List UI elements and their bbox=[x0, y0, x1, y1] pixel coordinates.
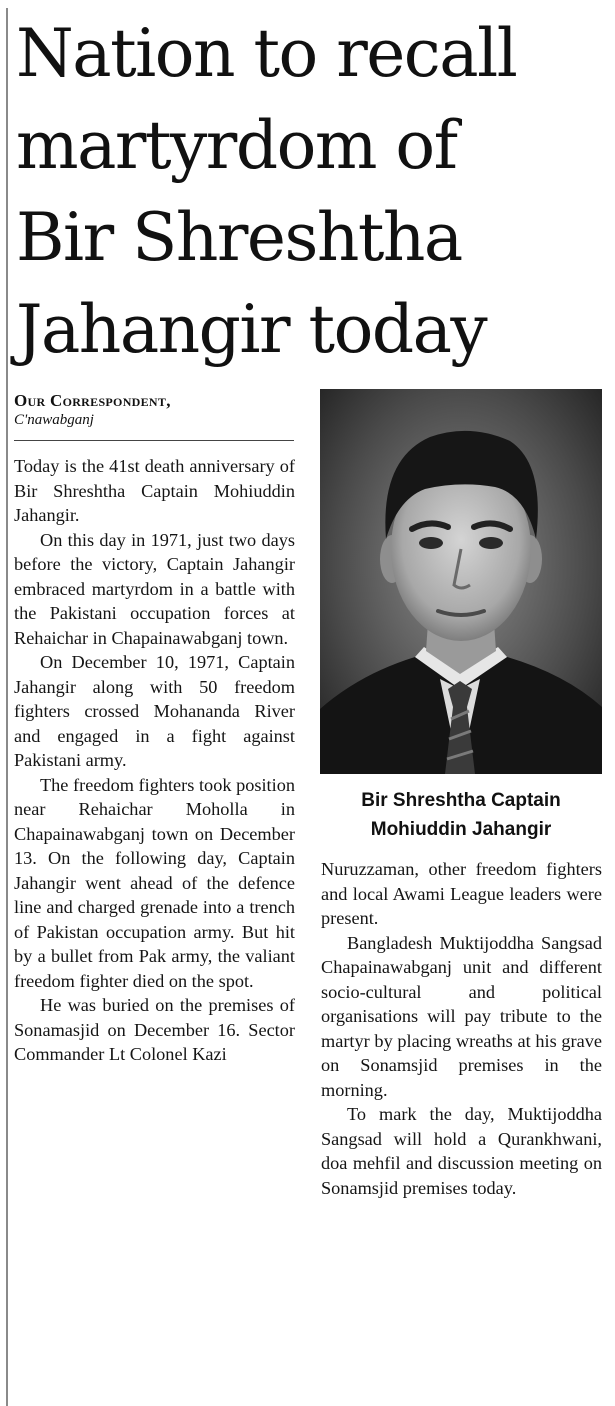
paragraph-1: Today is the 41st death anniversary of Bir Shreshtha Captain Mohiuddin Jahangir. bbox=[14, 456, 295, 525]
paragraph-3: On December 10, 1971, Captain Jahangir along with 50 freedom fighters crossed Mohananda River and engaged in a fight against Pakistani army. bbox=[14, 652, 295, 770]
paragraph-6: Nuruzzaman, other freedom fighters and local Awami League leaders were present. bbox=[321, 859, 602, 928]
portrait-photo bbox=[320, 389, 602, 774]
column-rule bbox=[6, 8, 8, 1406]
byline bbox=[14, 390, 299, 430]
right-column bbox=[321, 857, 602, 1200]
headline-line-3: Bir Shreshtha bbox=[16, 199, 462, 276]
photo-caption bbox=[320, 786, 602, 844]
paragraph-2: On this day in 1971, just two days before the victory, Captain Jahangir embraced martyrdom in a battle with the Pakistani occupation forces at Rehaichar in Chapainawabganj town. bbox=[14, 529, 295, 648]
headline-line-1: Nation to recall bbox=[16, 15, 517, 92]
byline-divider bbox=[14, 440, 294, 441]
paragraph-5: He was buried on the premises of Sonamasjid on December 16. Sector Commander Lt Colonel Kazi bbox=[14, 995, 295, 1064]
byline-author: Our Correspondent, bbox=[14, 391, 171, 410]
left-column bbox=[14, 454, 295, 1067]
photo-caption-line-1: Bir Shreshtha Captain bbox=[361, 790, 561, 811]
paragraph-8: To mark the day, Muktijoddha Sangsad will hold a Qurankhwani, doa mehfil and discussion meeting on Sonamsjid premises today. bbox=[321, 1104, 602, 1198]
paragraph-4: The freedom fighters took position near Rehaichar Moholla in Chapainawabganj town on December 13. On the following day, Captain Jahangir went ahead of the defence line and charged grenade into a trench of Pakistan occupation army. But hit by a bullet from Pak army, the valiant freedom fighter died on the spot. bbox=[14, 774, 295, 991]
portrait-illustration bbox=[320, 389, 602, 774]
headline-line-4: Jahangir today bbox=[16, 291, 487, 368]
photo-caption-line-2: Mohiuddin Jahangir bbox=[370, 819, 552, 840]
paragraph-7: Bangladesh Muktijoddha Sangsad Chapainawabganj unit and different socio-cultural and political organisations will pay tribute to the martyr by placing wreaths at his grave on Sonamsjid premises in the morning. bbox=[321, 932, 602, 1100]
headline-line-2: martyrdom of bbox=[16, 107, 457, 184]
headline bbox=[16, 8, 612, 376]
byline-location: C'nawabganj bbox=[14, 412, 94, 428]
